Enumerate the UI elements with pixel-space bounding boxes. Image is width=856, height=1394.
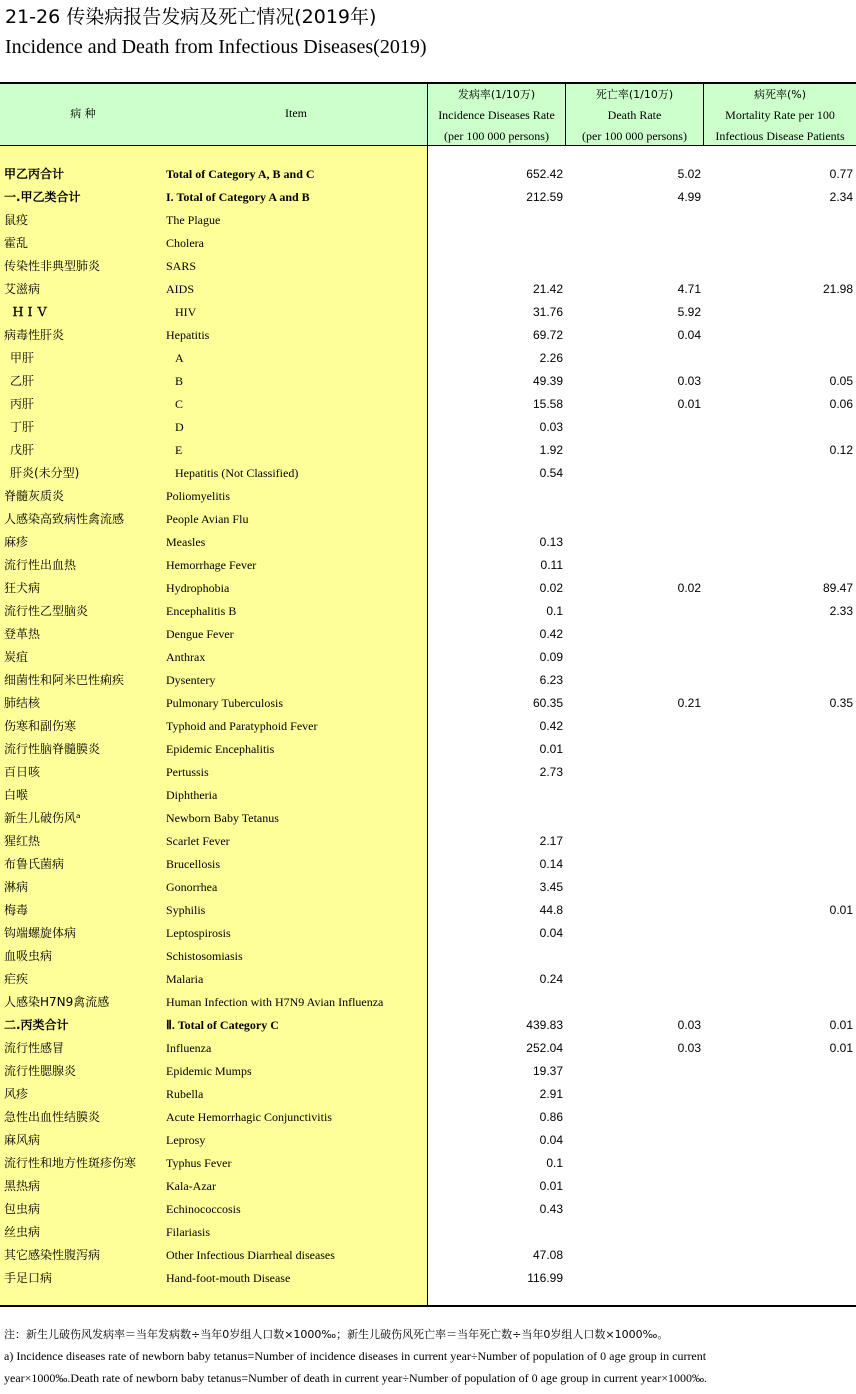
death-value: 0.02 bbox=[677, 581, 701, 595]
disease-name-cn: 肝炎(未分型) bbox=[10, 466, 80, 480]
disease-name-en: People Avian Flu bbox=[166, 512, 249, 526]
disease-name-cn: 包虫病 bbox=[4, 1202, 41, 1216]
incidence-value: 0.24 bbox=[539, 972, 563, 986]
incidence-value: 0.09 bbox=[539, 650, 563, 664]
disease-name-cn: 丝虫病 bbox=[4, 1225, 41, 1239]
table-row bbox=[0, 301, 856, 324]
incidence-value: 1.92 bbox=[539, 443, 563, 457]
disease-name-en: Filariasis bbox=[166, 1225, 210, 1239]
disease-name-cn: 戊肝 bbox=[10, 443, 35, 457]
death-value: 0.03 bbox=[677, 1041, 701, 1055]
footnote-en-line2: year×1000‰.Death rate of newborn baby tetanus=Number of death in current year÷Number of population of 0 age group in current year×1000‰. bbox=[4, 1371, 707, 1385]
table-row bbox=[0, 1037, 856, 1060]
disease-name-en: Poliomyelitis bbox=[166, 489, 231, 503]
table-row bbox=[0, 853, 856, 876]
mortality-value: 2.34 bbox=[829, 190, 853, 204]
table-row bbox=[0, 922, 856, 945]
table-row bbox=[0, 738, 856, 761]
disease-name-en: Dengue Fever bbox=[166, 627, 234, 641]
footnote-cn: 注：新生儿破伤风发病率＝当年发病数÷当年0岁组人口数×1000‰；新生儿破伤风死亡率＝当年死亡数÷当年0岁组人口数×1000‰。 bbox=[4, 1328, 669, 1341]
disease-name-cn: 霍乱 bbox=[4, 236, 29, 250]
disease-name-cn: 肺结核 bbox=[4, 696, 41, 710]
incidence-value: 21.42 bbox=[532, 282, 563, 296]
table-row bbox=[0, 163, 856, 186]
table-row bbox=[0, 646, 856, 669]
incidence-value: 439.83 bbox=[526, 1018, 563, 1032]
disease-name-en: Hemorrhage Fever bbox=[166, 558, 257, 572]
disease-name-en: Diphtheria bbox=[166, 788, 218, 802]
table-row bbox=[0, 554, 856, 577]
disease-name-cn: 乙肝 bbox=[10, 374, 35, 388]
disease-name-en: Leprosy bbox=[166, 1133, 206, 1147]
disease-name-en: B bbox=[175, 374, 184, 388]
incidence-value: 49.39 bbox=[532, 374, 563, 388]
disease-name-en: Influenza bbox=[166, 1041, 212, 1055]
death-value: 4.71 bbox=[677, 282, 701, 296]
incidence-value: 19.37 bbox=[532, 1064, 563, 1078]
disease-name-cn: 布鲁氏菌病 bbox=[4, 857, 65, 871]
incidence-value: 0.1 bbox=[546, 1156, 563, 1170]
disease-name-en: The Plague bbox=[166, 213, 221, 227]
table-row bbox=[0, 1244, 856, 1267]
mortality-value: 0.01 bbox=[829, 1041, 853, 1055]
header-death bbox=[566, 84, 703, 147]
disease-name-en: Cholera bbox=[166, 236, 204, 250]
incidence-value: 0.86 bbox=[539, 1110, 563, 1124]
disease-name-en: Anthrax bbox=[166, 650, 206, 664]
table-row bbox=[0, 807, 856, 830]
header-incidence-cn: 发病率(1/10万) bbox=[457, 88, 536, 101]
table-row bbox=[0, 209, 856, 232]
table-row bbox=[0, 577, 856, 600]
disease-name-en: Ⅱ. Total of Category C bbox=[166, 1018, 279, 1032]
disease-name-en: Hepatitis bbox=[166, 328, 210, 342]
disease-name-en: C bbox=[175, 397, 184, 411]
disease-name-cn: 丙肝 bbox=[10, 397, 35, 411]
disease-name-en: Hand-foot-mouth Disease bbox=[166, 1271, 291, 1285]
header-mortality-cn: 病死率(%) bbox=[753, 88, 807, 101]
disease-name-en: Syphilis bbox=[166, 903, 206, 917]
disease-name-cn: 细菌性和阿米巴性痢疾 bbox=[4, 673, 125, 687]
header-disease-cn: 病 种 bbox=[70, 107, 96, 120]
disease-name-cn: 百日咳 bbox=[4, 765, 41, 779]
disease-name-cn: 流行性腮腺炎 bbox=[4, 1064, 77, 1078]
disease-name-cn: 流行性脑脊髓膜炎 bbox=[4, 742, 101, 756]
disease-name-en: Pulmonary Tuberculosis bbox=[166, 696, 284, 710]
disease-name-en: Acute Hemorrhagic Conjunctivitis bbox=[166, 1110, 332, 1124]
table-row bbox=[0, 623, 856, 646]
header-death-unit: (per 100 000 persons) bbox=[582, 129, 687, 143]
table-row bbox=[0, 1267, 856, 1290]
disease-name-cn: 甲乙丙合计 bbox=[4, 167, 65, 181]
table-row bbox=[0, 393, 856, 416]
table-row bbox=[0, 278, 856, 301]
table-row bbox=[0, 761, 856, 784]
table-row bbox=[0, 1106, 856, 1129]
incidence-value: 0.01 bbox=[539, 742, 563, 756]
header-incidence-en: Incidence Diseases Rate bbox=[438, 108, 555, 122]
disease-name-en: Hepatitis (Not Classified) bbox=[175, 466, 299, 480]
table-row bbox=[0, 347, 856, 370]
table-row bbox=[0, 370, 856, 393]
disease-name-en: Leptospirosis bbox=[166, 926, 231, 940]
disease-name-cn: 伤寒和副伤寒 bbox=[4, 719, 77, 733]
disease-name-en: SARS bbox=[166, 259, 197, 273]
table-row bbox=[0, 508, 856, 531]
footnotes bbox=[4, 1325, 854, 1389]
incidence-value: 0.42 bbox=[539, 719, 563, 733]
incidence-value: 0.43 bbox=[539, 1202, 563, 1216]
table-row bbox=[0, 669, 856, 692]
table-row bbox=[0, 1060, 856, 1083]
table-row bbox=[0, 600, 856, 623]
disease-name-en: Echinococcosis bbox=[166, 1202, 241, 1216]
disease-name-cn: 脊髓灰质炎 bbox=[4, 489, 65, 503]
death-value: 0.01 bbox=[677, 397, 701, 411]
disease-name-cn: 麻风病 bbox=[4, 1133, 41, 1147]
disease-name-en: Malaria bbox=[166, 972, 204, 986]
disease-name-cn: 艾滋病 bbox=[4, 282, 41, 296]
table-row bbox=[0, 186, 856, 209]
table-row bbox=[0, 324, 856, 347]
incidence-value: 0.42 bbox=[539, 627, 563, 641]
table-row bbox=[0, 876, 856, 899]
mortality-value: 0.01 bbox=[829, 903, 853, 917]
disease-name-cn: 新生儿破伤风ᵃ bbox=[4, 811, 81, 825]
disease-name-cn: 急性出血性结膜炎 bbox=[4, 1110, 101, 1124]
disease-name-cn: 麻疹 bbox=[4, 535, 29, 549]
header-mortality-en: Mortality Rate per 100 bbox=[725, 108, 835, 122]
death-value: 0.21 bbox=[677, 696, 701, 710]
disease-name-cn: 钩端螺旋体病 bbox=[4, 926, 77, 940]
header-death-cn: 死亡率(1/10万) bbox=[595, 88, 674, 101]
incidence-value: 6.23 bbox=[539, 673, 563, 687]
disease-name-cn: 白喉 bbox=[4, 788, 29, 802]
disease-name-en: E bbox=[175, 443, 183, 457]
disease-name-en: Typhus Fever bbox=[166, 1156, 232, 1170]
table-row bbox=[0, 1198, 856, 1221]
disease-name-en: Epidemic Encephalitis bbox=[166, 742, 275, 756]
disease-name-cn: 传染性非典型肺炎 bbox=[4, 259, 101, 273]
disease-name-en: Epidemic Mumps bbox=[166, 1064, 252, 1078]
disease-name-cn: 一.甲乙类合计 bbox=[4, 190, 81, 204]
disease-name-cn: 二.丙类合计 bbox=[4, 1018, 69, 1032]
page-title-cn: 21-26 传染病报告发病及死亡情况(2019年) bbox=[5, 6, 377, 28]
disease-name-en: AIDS bbox=[166, 282, 195, 296]
table-row bbox=[0, 1221, 856, 1244]
incidence-value: 47.08 bbox=[532, 1248, 563, 1262]
table-row bbox=[0, 255, 856, 278]
header-mortality bbox=[704, 84, 856, 147]
disease-name-cn: 血吸虫病 bbox=[4, 949, 53, 963]
header-item: Item bbox=[285, 106, 307, 120]
disease-name-en: Typhoid and Paratyphoid Fever bbox=[166, 719, 318, 733]
disease-name-cn: 人感染H7N9禽流感 bbox=[4, 995, 110, 1009]
incidence-value: 0.14 bbox=[539, 857, 563, 871]
mortality-value: 2.33 bbox=[829, 604, 853, 618]
incidence-value: 44.8 bbox=[539, 903, 563, 917]
incidence-value: 212.59 bbox=[526, 190, 563, 204]
table-row bbox=[0, 1129, 856, 1152]
header-mortality-unit: Infectious Disease Patients bbox=[715, 129, 845, 143]
incidence-value: 3.45 bbox=[539, 880, 563, 894]
disease-name-cn: 病毒性肝炎 bbox=[4, 328, 65, 342]
incidence-value: 2.91 bbox=[539, 1087, 563, 1101]
death-value: 5.92 bbox=[677, 305, 701, 319]
disease-name-cn: 流行性出血热 bbox=[4, 558, 77, 572]
table-row bbox=[0, 1014, 856, 1037]
death-value: 0.03 bbox=[677, 1018, 701, 1032]
disease-name-en: Pertussis bbox=[166, 765, 209, 779]
incidence-value: 0.02 bbox=[539, 581, 563, 595]
header-incidence bbox=[428, 84, 565, 147]
disease-name-cn: 梅毒 bbox=[4, 903, 29, 917]
disease-name-cn: 风疹 bbox=[4, 1087, 29, 1101]
table-row bbox=[0, 1152, 856, 1175]
disease-name-cn: 登革热 bbox=[4, 627, 41, 641]
incidence-value: 0.1 bbox=[546, 604, 563, 618]
incidence-value: 69.72 bbox=[532, 328, 563, 342]
table-row bbox=[0, 715, 856, 738]
disease-name-cn: ＨＩＶ bbox=[12, 305, 49, 319]
table-row bbox=[0, 462, 856, 485]
table-row bbox=[0, 692, 856, 715]
disease-name-cn: 鼠疫 bbox=[4, 213, 29, 227]
disease-name-cn: 人感染高致病性禽流感 bbox=[4, 512, 125, 526]
table-row bbox=[0, 968, 856, 991]
disease-name-en: HIV bbox=[175, 305, 197, 319]
mortality-value: 0.35 bbox=[829, 696, 853, 710]
mortality-value: 0.77 bbox=[829, 167, 853, 181]
incidence-value: 15.58 bbox=[532, 397, 563, 411]
incidence-value: 0.04 bbox=[539, 926, 563, 940]
disease-name-cn: 流行性感冒 bbox=[4, 1041, 65, 1055]
death-value: 4.99 bbox=[677, 190, 701, 204]
table-row bbox=[0, 830, 856, 853]
disease-name-cn: 淋病 bbox=[4, 880, 29, 894]
incidence-value: 60.35 bbox=[532, 696, 563, 710]
incidence-value: 2.17 bbox=[539, 834, 563, 848]
disease-name-en: A bbox=[175, 351, 184, 365]
incidence-value: 652.42 bbox=[526, 167, 563, 181]
disease-name-cn: 炭疽 bbox=[4, 650, 29, 664]
mortality-value: 0.01 bbox=[829, 1018, 853, 1032]
disease-name-cn: 丁肝 bbox=[10, 420, 35, 434]
death-value: 5.02 bbox=[677, 167, 701, 181]
disease-name-cn: 黑热病 bbox=[4, 1179, 41, 1193]
table-row bbox=[0, 531, 856, 554]
page-title-en: Incidence and Death from Infectious Diseases(2019) bbox=[5, 36, 427, 58]
table-bottom-rule bbox=[0, 1305, 856, 1307]
table-row bbox=[0, 784, 856, 807]
disease-name-cn: 其它感染性腹泻病 bbox=[4, 1248, 101, 1262]
incidence-value: 116.99 bbox=[527, 1271, 563, 1285]
table-row bbox=[0, 899, 856, 922]
table-row bbox=[0, 991, 856, 1014]
death-value: 0.04 bbox=[677, 328, 701, 342]
disease-name-en: Measles bbox=[166, 535, 206, 549]
disease-name-cn: 手足口病 bbox=[4, 1271, 53, 1285]
incidence-value: 0.01 bbox=[539, 1179, 563, 1193]
disease-name-cn: 狂犬病 bbox=[4, 581, 41, 595]
disease-name-en: Other Infectious Diarrheal diseases bbox=[166, 1248, 335, 1262]
disease-name-en: Dysentery bbox=[166, 673, 216, 687]
disease-name-en: Hydrophobia bbox=[166, 581, 230, 595]
incidence-value: 0.04 bbox=[539, 1133, 563, 1147]
header-death-en: Death Rate bbox=[607, 108, 662, 122]
mortality-value: 0.06 bbox=[829, 397, 853, 411]
incidence-value: 0.13 bbox=[539, 535, 563, 549]
disease-name-en: Encephalitis B bbox=[166, 604, 237, 618]
disease-name-en: I. Total of Category A and B bbox=[166, 190, 310, 204]
incidence-value: 252.04 bbox=[526, 1041, 563, 1055]
disease-name-cn: 流行性乙型脑炎 bbox=[4, 604, 89, 618]
table-row bbox=[0, 416, 856, 439]
death-value: 0.03 bbox=[677, 374, 701, 388]
incidence-value: 0.11 bbox=[540, 558, 563, 572]
incidence-value: 31.76 bbox=[532, 305, 563, 319]
mortality-value: 89.47 bbox=[822, 581, 853, 595]
disease-name-cn: 流行性和地方性斑疹伤寒 bbox=[4, 1156, 137, 1170]
disease-name-cn: 疟疾 bbox=[4, 972, 29, 986]
mortality-value: 0.05 bbox=[829, 374, 853, 388]
header-incidence-unit: (per 100 000 persons) bbox=[444, 129, 549, 143]
mortality-value: 0.12 bbox=[829, 443, 853, 457]
table-row bbox=[0, 232, 856, 255]
table-row bbox=[0, 945, 856, 968]
table-row bbox=[0, 1175, 856, 1198]
mortality-value: 21.98 bbox=[822, 282, 853, 296]
incidence-value: 2.73 bbox=[539, 765, 563, 779]
disease-name-en: Rubella bbox=[166, 1087, 204, 1101]
table-row bbox=[0, 439, 856, 462]
disease-name-en: Newborn Baby Tetanus bbox=[166, 811, 279, 825]
disease-name-en: Kala-Azar bbox=[166, 1179, 216, 1193]
disease-name-en: Schistosomiasis bbox=[166, 949, 243, 963]
disease-name-en: D bbox=[175, 420, 184, 434]
disease-name-en: Scarlet Fever bbox=[166, 834, 230, 848]
disease-name-en: Total of Category A, B and C bbox=[166, 167, 315, 181]
disease-name-cn: 猩红热 bbox=[4, 834, 41, 848]
table-row bbox=[0, 485, 856, 508]
footnote-en-line1: a) Incidence diseases rate of newborn baby tetanus=Number of incidence diseases in current year÷Number of population of 0 age group in current bbox=[4, 1349, 707, 1363]
incidence-value: 0.54 bbox=[539, 466, 563, 480]
disease-name-en: Brucellosis bbox=[166, 857, 220, 871]
incidence-value: 0.03 bbox=[539, 420, 563, 434]
disease-name-en: Gonorrhea bbox=[166, 880, 218, 894]
disease-name-en: Human Infection with H7N9 Avian Influenza bbox=[166, 995, 384, 1009]
table-row bbox=[0, 1083, 856, 1106]
disease-name-cn: 甲肝 bbox=[10, 351, 35, 365]
incidence-value: 2.26 bbox=[539, 351, 563, 365]
